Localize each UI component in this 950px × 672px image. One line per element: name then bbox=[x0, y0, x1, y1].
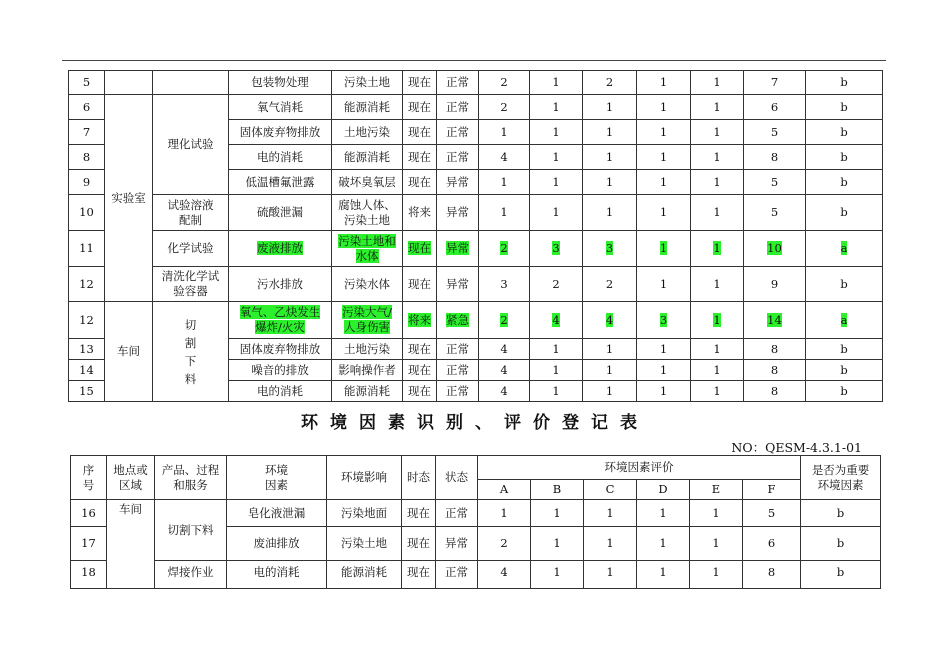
cell-d: 1 bbox=[637, 381, 691, 402]
cell-e: 1 bbox=[691, 145, 744, 170]
document-number: NO：QESM-4.3.1-01 bbox=[731, 440, 862, 455]
cell-state: 正常 bbox=[437, 145, 479, 170]
cell-product-welding: 焊接作业 bbox=[155, 561, 227, 589]
cell-a: 3 bbox=[479, 267, 530, 302]
cell-a: 4 bbox=[478, 561, 531, 589]
cell-f: 6 bbox=[743, 527, 801, 561]
cell-b bbox=[530, 231, 583, 267]
cell-c: 1 bbox=[583, 120, 637, 145]
cell-c: 1 bbox=[583, 381, 637, 402]
cell-no: 12 bbox=[69, 267, 105, 302]
product-line: 清洗化学试 bbox=[161, 269, 220, 283]
cell-a: 4 bbox=[479, 145, 530, 170]
cell-no: 12 bbox=[69, 302, 105, 339]
header-place bbox=[107, 456, 155, 500]
cell-b: 1 bbox=[530, 95, 583, 120]
cell-important: b bbox=[806, 381, 883, 402]
cell-d: 1 bbox=[637, 145, 691, 170]
header-no bbox=[71, 456, 107, 500]
header-b: B bbox=[531, 480, 584, 500]
cell-d: 1 bbox=[637, 500, 690, 527]
cell-f: 8 bbox=[743, 561, 801, 589]
table-row-highlighted bbox=[69, 302, 883, 339]
header-impact: 环境影响 bbox=[327, 456, 402, 500]
impact-line: 腐蚀人体、 bbox=[338, 197, 396, 212]
cell-b: 2 bbox=[530, 267, 583, 302]
header-text: 序 bbox=[82, 462, 95, 477]
cell-f: 5 bbox=[744, 195, 806, 231]
header-text: 是否为重要 bbox=[811, 462, 870, 477]
header-text: 地点或 bbox=[113, 462, 148, 477]
cell-impact: 能源消耗 bbox=[332, 145, 403, 170]
table-row bbox=[69, 95, 883, 120]
cell-no: 17 bbox=[71, 527, 107, 561]
header-c: C bbox=[584, 480, 637, 500]
cell-product-cutting bbox=[153, 302, 229, 402]
cell-b: 1 bbox=[530, 71, 583, 95]
highlight-text: 氧气、乙炔发生 bbox=[239, 305, 321, 319]
cell-c bbox=[583, 302, 637, 339]
cell-state: 异常 bbox=[437, 170, 479, 195]
cell-important: b bbox=[806, 71, 883, 95]
cell-d bbox=[637, 302, 691, 339]
highlight-text: 1 bbox=[713, 312, 721, 327]
highlight-text: 现在 bbox=[408, 241, 431, 255]
highlight-text: 2 bbox=[500, 312, 508, 327]
cell-state bbox=[437, 302, 479, 339]
cell-no: 7 bbox=[69, 120, 105, 145]
highlight-text: 将来 bbox=[408, 312, 431, 327]
header-text: 因素 bbox=[265, 477, 288, 492]
cell-no: 13 bbox=[69, 339, 105, 360]
cell-state: 正常 bbox=[437, 120, 479, 145]
cell-a: 1 bbox=[479, 195, 530, 231]
cell-e: 1 bbox=[691, 339, 744, 360]
highlight-text: 14 bbox=[767, 312, 782, 327]
cell-product bbox=[153, 195, 229, 231]
cell-c: 1 bbox=[583, 339, 637, 360]
cell-no: 18 bbox=[71, 561, 107, 589]
cell-product bbox=[153, 267, 229, 302]
cell-place-lab: 实验室 bbox=[105, 95, 153, 302]
cell-impact: 能源消耗 bbox=[332, 95, 403, 120]
cell-c: 1 bbox=[583, 195, 637, 231]
cell-a: 2 bbox=[479, 95, 530, 120]
cell-factor: 污水排放 bbox=[229, 267, 332, 302]
cell-no: 9 bbox=[69, 170, 105, 195]
cell-e: 1 bbox=[691, 170, 744, 195]
cell-a bbox=[479, 302, 530, 339]
cell-a: 1 bbox=[478, 500, 531, 527]
table-row bbox=[71, 561, 881, 589]
cell-b: 1 bbox=[530, 360, 583, 381]
cell-time: 现在 bbox=[403, 170, 437, 195]
vertical-char: 切 bbox=[184, 317, 197, 332]
cell-b: 1 bbox=[530, 381, 583, 402]
highlight-text: 紧急 bbox=[446, 312, 469, 327]
cell-c: 1 bbox=[584, 561, 637, 589]
cell-d: 1 bbox=[637, 527, 690, 561]
cell-f: 5 bbox=[744, 120, 806, 145]
cell-factor: 废油排放 bbox=[227, 527, 327, 561]
cell-time: 现在 bbox=[403, 360, 437, 381]
cell-state: 异常 bbox=[437, 195, 479, 231]
cell-b bbox=[530, 302, 583, 339]
cell-factor: 包装物处理 bbox=[229, 71, 332, 95]
cell-d: 1 bbox=[637, 95, 691, 120]
cell-f: 7 bbox=[744, 71, 806, 95]
vertical-char: 料 bbox=[184, 371, 197, 386]
cell-time: 现在 bbox=[403, 71, 437, 95]
cell-f: 8 bbox=[744, 381, 806, 402]
cell-b: 1 bbox=[530, 120, 583, 145]
cell-c: 1 bbox=[583, 95, 637, 120]
cell-time: 现在 bbox=[403, 381, 437, 402]
cell-d: 1 bbox=[637, 561, 690, 589]
header-time: 时态 bbox=[402, 456, 436, 500]
vertical-char: 下 bbox=[184, 353, 197, 368]
cell-c: 1 bbox=[583, 145, 637, 170]
cell-a: 4 bbox=[479, 360, 530, 381]
cell-c: 2 bbox=[583, 71, 637, 95]
cell-d: 1 bbox=[637, 120, 691, 145]
cell-b: 1 bbox=[531, 527, 584, 561]
cell-d bbox=[637, 231, 691, 267]
cell-important: b bbox=[801, 500, 881, 527]
header-text: 和服务 bbox=[173, 477, 208, 492]
cell-f: 9 bbox=[744, 267, 806, 302]
header-rule bbox=[62, 60, 886, 61]
highlight-text: 人身伤害 bbox=[344, 320, 390, 334]
cell-product-cutting: 切割下料 bbox=[155, 500, 227, 561]
vertical-char: 割 bbox=[184, 335, 197, 350]
cell-product: 化学试验 bbox=[153, 231, 229, 267]
cell-d: 1 bbox=[637, 339, 691, 360]
cell-a: 1 bbox=[479, 170, 530, 195]
cell-impact bbox=[332, 231, 403, 267]
cell-a: 2 bbox=[478, 527, 531, 561]
cell-place-workshop: 车间 bbox=[105, 302, 153, 402]
cell-f: 8 bbox=[744, 145, 806, 170]
table-row bbox=[69, 267, 883, 302]
cell-impact: 能源消耗 bbox=[327, 561, 402, 589]
cell-important: b bbox=[801, 527, 881, 561]
highlight-text: 1 bbox=[713, 241, 721, 255]
cell-state: 正常 bbox=[437, 360, 479, 381]
header-e: E bbox=[690, 480, 743, 500]
cell-factor bbox=[229, 302, 332, 339]
cell-time: 现在 bbox=[403, 267, 437, 302]
cell-factor: 噪音的排放 bbox=[229, 360, 332, 381]
cell-c bbox=[583, 231, 637, 267]
cell-important: b bbox=[801, 561, 881, 589]
cell-factor: 固体废弃物排放 bbox=[229, 120, 332, 145]
cell-f bbox=[744, 231, 806, 267]
cell-place bbox=[105, 71, 153, 95]
cell-e: 1 bbox=[691, 267, 744, 302]
header-important bbox=[801, 456, 881, 500]
header-product bbox=[155, 456, 227, 500]
highlight-text: 4 bbox=[552, 312, 560, 327]
cell-factor: 电的消耗 bbox=[229, 145, 332, 170]
highlight-text: 污染土地和 bbox=[338, 233, 396, 248]
cell-time: 现在 bbox=[403, 95, 437, 120]
cell-factor: 电的消耗 bbox=[229, 381, 332, 402]
cell-e: 1 bbox=[691, 71, 744, 95]
cell-impact: 土地污染 bbox=[332, 120, 403, 145]
cell-time: 将来 bbox=[403, 195, 437, 231]
cell-factor bbox=[229, 231, 332, 267]
header-row bbox=[71, 456, 881, 480]
cell-b: 1 bbox=[530, 170, 583, 195]
cell-a: 2 bbox=[479, 71, 530, 95]
highlight-text: 3 bbox=[659, 312, 668, 327]
cell-impact bbox=[332, 195, 403, 231]
cell-important: b bbox=[806, 120, 883, 145]
cell-f: 5 bbox=[744, 170, 806, 195]
header-eval: 环境因素评价 bbox=[478, 456, 801, 480]
cell-important: b bbox=[806, 145, 883, 170]
cell-f: 6 bbox=[744, 95, 806, 120]
cell-time: 现在 bbox=[402, 500, 436, 527]
cell-state: 正常 bbox=[437, 71, 479, 95]
cell-no: 6 bbox=[69, 95, 105, 120]
cell-important: b bbox=[806, 360, 883, 381]
cell-e: 1 bbox=[690, 527, 743, 561]
cell-d: 1 bbox=[637, 195, 691, 231]
cell-b: 1 bbox=[531, 500, 584, 527]
highlight-text: 爆炸/火灾 bbox=[255, 320, 305, 334]
header-d: D bbox=[637, 480, 690, 500]
cell-state: 异常 bbox=[437, 267, 479, 302]
cell-time: 现在 bbox=[402, 561, 436, 589]
cell-product bbox=[153, 71, 229, 95]
header-a: A bbox=[478, 480, 531, 500]
impact-line: 污染土地 bbox=[344, 212, 390, 227]
cell-state: 正常 bbox=[437, 339, 479, 360]
cell-f: 8 bbox=[744, 360, 806, 381]
cell-time: 现在 bbox=[403, 339, 437, 360]
cell-product-physchem: 理化试验 bbox=[153, 95, 229, 195]
cell-b: 1 bbox=[530, 339, 583, 360]
highlight-text: 3 bbox=[605, 241, 614, 255]
cell-no: 14 bbox=[69, 360, 105, 381]
cell-important: b bbox=[806, 267, 883, 302]
cell-d: 1 bbox=[637, 360, 691, 381]
header-f: F bbox=[743, 480, 801, 500]
cell-f: 5 bbox=[743, 500, 801, 527]
highlight-text: 1 bbox=[659, 241, 668, 255]
header-text: 产品、过程 bbox=[161, 462, 220, 477]
cell-state bbox=[437, 231, 479, 267]
cell-a: 1 bbox=[479, 120, 530, 145]
cell-factor: 低温槽氟泄露 bbox=[229, 170, 332, 195]
cell-state: 正常 bbox=[436, 500, 478, 527]
highlight-text: 4 bbox=[605, 312, 614, 327]
cell-no: 10 bbox=[69, 195, 105, 231]
header-text: 环境因素 bbox=[817, 477, 864, 492]
header-state: 状态 bbox=[436, 456, 478, 500]
cell-state: 正常 bbox=[437, 95, 479, 120]
highlight-text: 水体 bbox=[355, 248, 379, 263]
cell-a: 4 bbox=[479, 339, 530, 360]
cell-impact: 污染水体 bbox=[332, 267, 403, 302]
cell-factor: 皂化液泄漏 bbox=[227, 500, 327, 527]
cell-important: b bbox=[806, 95, 883, 120]
cell-b: 1 bbox=[531, 561, 584, 589]
cell-e: 1 bbox=[691, 120, 744, 145]
cell-important: b bbox=[806, 339, 883, 360]
cell-factor: 电的消耗 bbox=[227, 561, 327, 589]
cell-impact: 影响操作者 bbox=[332, 360, 403, 381]
cell-important bbox=[806, 231, 883, 267]
cell-time: 现在 bbox=[403, 120, 437, 145]
cell-e: 1 bbox=[690, 500, 743, 527]
cell-time bbox=[403, 302, 437, 339]
cell-important bbox=[806, 302, 883, 339]
cell-d: 1 bbox=[637, 170, 691, 195]
header-text: 环境 bbox=[265, 462, 288, 477]
page-title: 环境因素识别、评价登记表 bbox=[301, 413, 649, 433]
table-row-highlighted bbox=[69, 231, 883, 267]
cell-c: 1 bbox=[583, 360, 637, 381]
cell-d: 1 bbox=[637, 267, 691, 302]
cell-state: 正常 bbox=[436, 561, 478, 589]
cell-impact bbox=[332, 302, 403, 339]
cell-a: 4 bbox=[479, 381, 530, 402]
cell-b: 1 bbox=[530, 195, 583, 231]
cell-impact: 土地污染 bbox=[332, 339, 403, 360]
highlight-text: 10 bbox=[767, 241, 782, 255]
product-line: 配制 bbox=[179, 212, 202, 227]
cell-important: b bbox=[806, 195, 883, 231]
cell-b: 1 bbox=[530, 145, 583, 170]
highlight-text: 污染大气/ bbox=[342, 305, 392, 319]
cell-e: 1 bbox=[691, 95, 744, 120]
header-factor bbox=[227, 456, 327, 500]
cell-state: 异常 bbox=[436, 527, 478, 561]
cell-f: 8 bbox=[744, 339, 806, 360]
cell-c: 1 bbox=[584, 527, 637, 561]
cell-c: 2 bbox=[583, 267, 637, 302]
table-row bbox=[69, 71, 883, 95]
cell-d: 1 bbox=[637, 71, 691, 95]
cell-impact: 破坏臭氧层 bbox=[332, 170, 403, 195]
cell-e: 1 bbox=[691, 381, 744, 402]
cell-f bbox=[744, 302, 806, 339]
highlight-text: 3 bbox=[552, 241, 560, 255]
cell-impact: 污染地面 bbox=[327, 500, 402, 527]
cell-impact: 污染土地 bbox=[332, 71, 403, 95]
cell-no: 5 bbox=[69, 71, 105, 95]
cell-state: 正常 bbox=[437, 381, 479, 402]
cell-e: 1 bbox=[691, 195, 744, 231]
cell-factor: 固体废弃物排放 bbox=[229, 339, 332, 360]
cell-a bbox=[479, 231, 530, 267]
product-line: 试验溶液 bbox=[167, 197, 214, 212]
register-table-continued bbox=[68, 70, 883, 402]
register-table bbox=[70, 455, 881, 589]
cell-time: 现在 bbox=[402, 527, 436, 561]
cell-c: 1 bbox=[583, 170, 637, 195]
cell-c: 1 bbox=[584, 500, 637, 527]
highlight-text: 废液排放 bbox=[257, 241, 303, 255]
cell-time: 现在 bbox=[403, 145, 437, 170]
highlight-text: a bbox=[840, 312, 848, 327]
cell-place-workshop: 车间 bbox=[107, 500, 155, 589]
cell-no: 16 bbox=[71, 500, 107, 527]
cell-no: 11 bbox=[69, 231, 105, 267]
highlight-text: 2 bbox=[500, 241, 508, 255]
cell-factor: 硫酸泄漏 bbox=[229, 195, 332, 231]
highlight-text: 异常 bbox=[446, 241, 469, 255]
product-line: 验容器 bbox=[173, 284, 208, 298]
cell-time bbox=[403, 231, 437, 267]
cell-factor: 氧气消耗 bbox=[229, 95, 332, 120]
cell-e: 1 bbox=[690, 561, 743, 589]
cell-impact: 污染土地 bbox=[327, 527, 402, 561]
cell-e bbox=[691, 302, 744, 339]
cell-impact: 能源消耗 bbox=[332, 381, 403, 402]
cell-no: 8 bbox=[69, 145, 105, 170]
cell-e: 1 bbox=[691, 360, 744, 381]
header-text: 区域 bbox=[119, 477, 142, 492]
table-row bbox=[71, 500, 881, 527]
cell-important: b bbox=[806, 170, 883, 195]
cell-no: 15 bbox=[69, 381, 105, 402]
table-row bbox=[69, 195, 883, 231]
highlight-text: a bbox=[840, 241, 848, 255]
cell-e bbox=[691, 231, 744, 267]
header-text: 号 bbox=[82, 477, 95, 492]
